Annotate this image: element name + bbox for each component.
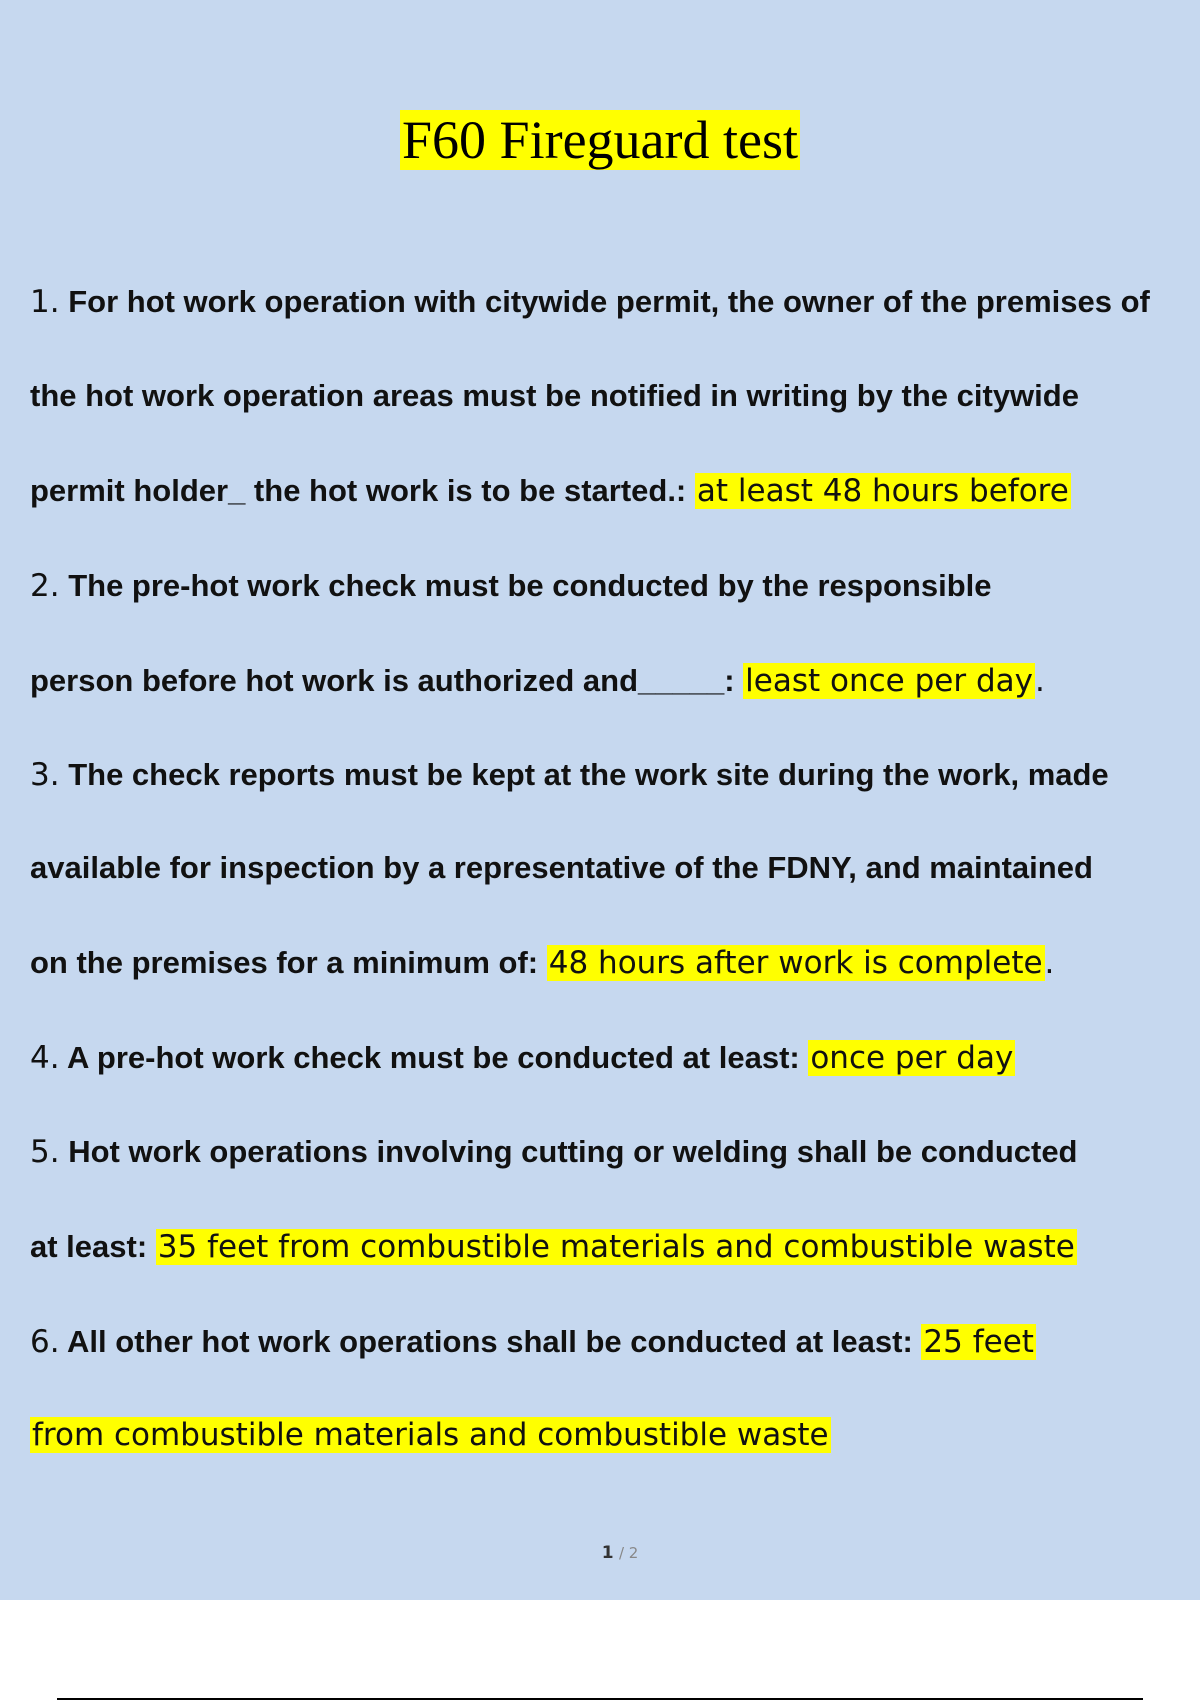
q3-answer: 48 hours after work is complete — [548, 945, 1043, 981]
q4-text-1: A pre-hot work check must be conducted at least: — [67, 1040, 800, 1075]
q6-line-2 — [30, 1415, 831, 1455]
q4-answer: once per day — [810, 1040, 1014, 1076]
q1-number: 1. — [30, 284, 60, 320]
q5-answer: 35 feet from combustible materials and combustible waste — [157, 1229, 1075, 1265]
page-total: / 2 — [618, 1544, 639, 1562]
q6-text-1: All other hot work operations shall be conducted at least: — [67, 1324, 913, 1359]
q3-line-3 — [30, 943, 1054, 983]
q5-text-2: at least: — [30, 1229, 148, 1264]
document-title-row — [0, 108, 1200, 172]
q5-text-1: Hot work operations involving cutting or welding shall be conducted — [68, 1134, 1078, 1169]
page-indicator — [0, 1543, 1200, 1563]
q6-line-1 — [30, 1322, 1036, 1362]
q1-text-3: permit holder_ the hot work is to be started.: — [30, 473, 687, 508]
q5-line-1 — [30, 1132, 1078, 1172]
q4-number: 4. — [30, 1040, 60, 1076]
q2-period: . — [1034, 663, 1045, 699]
q2-line-2 — [30, 661, 1045, 701]
q1-line-2 — [30, 376, 1079, 416]
q1-answer: at least 48 hours before — [696, 473, 1069, 509]
q1-line-1 — [30, 282, 1150, 322]
q2-text-1: The pre-hot work check must be conducted by the responsible — [68, 568, 992, 603]
q2-text-2: person before hot work is authorized and_____: — [30, 663, 735, 698]
q5-number: 5. — [30, 1134, 60, 1170]
q3-text-2: available for inspection by a representative of the FDNY, and maintained — [30, 850, 1093, 885]
q3-number: 3. — [30, 757, 60, 793]
document-title: F60 Fireguard test — [402, 110, 798, 170]
q2-answer: least once per day — [745, 663, 1033, 699]
q4-line-1 — [30, 1038, 1015, 1078]
q3-line-2 — [30, 848, 1093, 888]
q6-number: 6. — [30, 1324, 60, 1360]
q3-line-1 — [30, 755, 1109, 795]
q3-text-1: The check reports must be kept at the work site during the work, made — [68, 757, 1109, 792]
q6-answer-part-1: 25 feet — [923, 1324, 1034, 1360]
q2-line-1 — [30, 566, 991, 606]
q1-text-1: For hot work operation with citywide permit, the owner of the premises of — [68, 284, 1150, 319]
q1-line-3 — [30, 471, 1071, 511]
q2-number: 2. — [30, 568, 60, 604]
q3-period: . — [1044, 945, 1055, 981]
q1-text-2: the hot work operation areas must be notified in writing by the citywide — [30, 378, 1079, 413]
q3-text-3: on the premises for a minimum of: — [30, 945, 539, 980]
q6-answer-part-2: from combustible materials and combustible waste — [32, 1417, 829, 1453]
page-current: 1 — [601, 1543, 614, 1563]
q5-line-2 — [30, 1227, 1077, 1267]
